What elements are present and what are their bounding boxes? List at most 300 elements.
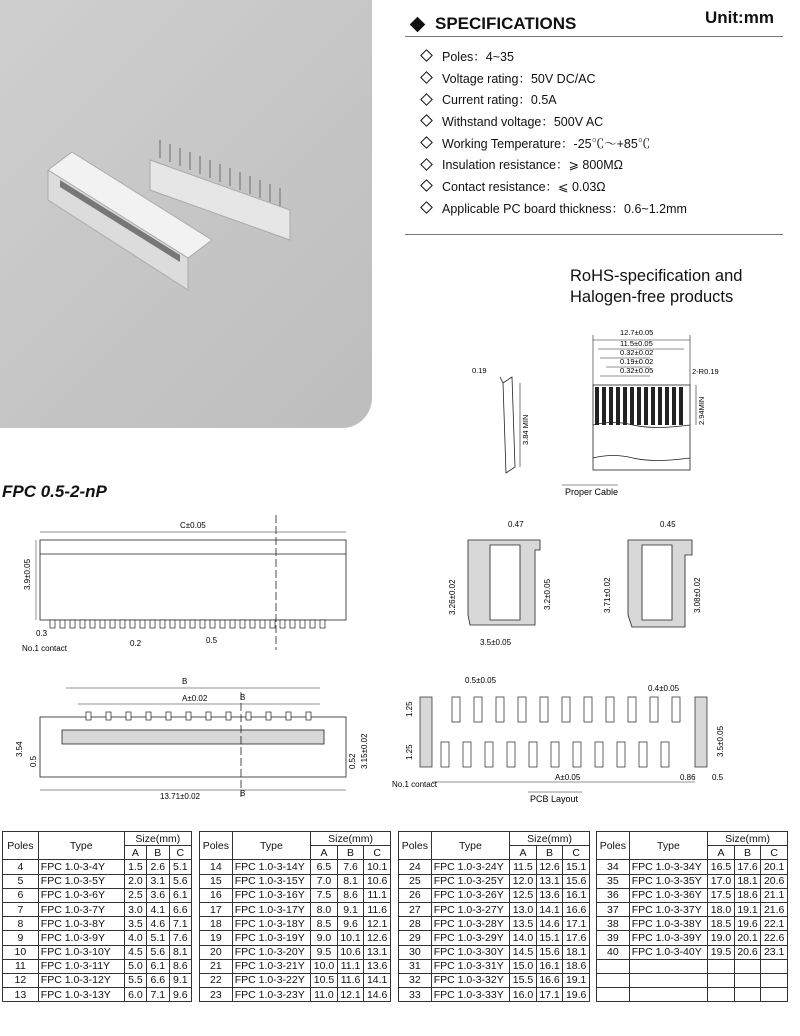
table-cell: 33 <box>399 988 432 1002</box>
table-row <box>200 931 391 945</box>
table-cell: 1.5 <box>124 860 146 874</box>
table-cell: 14.1 <box>536 902 563 916</box>
table-row <box>597 888 788 902</box>
top-dim-b-mark: B <box>240 693 246 702</box>
spec-text: Contact resistance：⩽ 0.03Ω <box>442 179 606 194</box>
table-cell: FPC 1.0-3-24Y <box>431 860 509 874</box>
table-cell: 9.1 <box>169 973 191 987</box>
table-row <box>399 860 590 874</box>
table-row <box>200 874 391 888</box>
unit-label: Unit:mm <box>705 8 774 27</box>
table-cell: 17.1 <box>536 988 563 1002</box>
pcb-dim-s1: 0.86 <box>680 773 696 782</box>
spec-text: Voltage rating：50V DC/AC <box>442 71 596 86</box>
table-cell: 19.0 <box>708 931 735 945</box>
table-cell: 5 <box>3 874 39 888</box>
table-cell: 6.5 <box>311 860 338 874</box>
table-cell <box>629 988 707 1002</box>
table-cell: 16.0 <box>510 988 537 1002</box>
table-cell: 5.6 <box>169 874 191 888</box>
table-cell: FPC 1.0-3-34Y <box>629 860 707 874</box>
section1-dim-h1: 3.26±0.02 <box>448 579 457 615</box>
table-cell: 7.1 <box>147 988 169 1002</box>
b-header: B <box>337 846 364 860</box>
table-cell: 21.1 <box>761 888 788 902</box>
spec-item <box>422 153 687 175</box>
table-cell: 12.6 <box>536 860 563 874</box>
table-cell: 12.1 <box>364 917 391 931</box>
pcb-dim-h1: 1.25 <box>405 701 414 717</box>
table-cell <box>597 988 630 1002</box>
table-cell: 12.1 <box>337 988 364 1002</box>
table-cell: 20.1 <box>734 931 761 945</box>
table-cell: 22 <box>200 973 233 987</box>
table-row <box>3 902 192 916</box>
size-table-2 <box>199 831 391 1002</box>
spec-item <box>422 67 687 89</box>
top-dim-h2: 0.5 <box>29 755 38 767</box>
c-header: C <box>364 846 391 860</box>
table-cell: FPC 1.0-3-23Y <box>232 988 310 1002</box>
table-cell: FPC 1.0-3-14Y <box>232 860 310 874</box>
table-cell: 25 <box>399 874 432 888</box>
b-header: B <box>536 846 563 860</box>
section2-dim-w: 0.45 <box>660 520 676 529</box>
table-row <box>597 860 788 874</box>
table-cell: 19.1 <box>734 902 761 916</box>
table-cell: 5.0 <box>124 959 146 973</box>
table-cell: 12 <box>3 973 39 987</box>
table-cell: 8.0 <box>311 902 338 916</box>
table-cell: 5.6 <box>147 945 169 959</box>
connector-photo-illustration <box>0 0 372 428</box>
table-cell: FPC 1.0-3-4Y <box>38 860 124 874</box>
b-header: B <box>147 846 169 860</box>
pcb-dim-pitch: 0.5±0.05 <box>465 676 497 685</box>
spec-text: Current rating：0.5A <box>442 93 557 108</box>
table-row <box>399 917 590 931</box>
table-cell: FPC 1.0-3-27Y <box>431 902 509 916</box>
a-header: A <box>124 846 146 860</box>
table-cell: 13.0 <box>510 902 537 916</box>
table-cell: 15.1 <box>563 860 590 874</box>
front-view-drawing <box>0 510 380 660</box>
table-cell: 9.1 <box>337 902 364 916</box>
table-cell: FPC 1.0-3-12Y <box>38 973 124 987</box>
type-header: Type <box>431 832 509 860</box>
table-cell <box>597 973 630 987</box>
table-cell <box>734 959 761 973</box>
section2-dim-h2: 3.08±0.02 <box>693 577 702 613</box>
table-cell: 22.6 <box>761 931 788 945</box>
b-header: B <box>734 846 761 860</box>
table-row <box>399 931 590 945</box>
diamond-outline-icon <box>420 49 433 62</box>
cable-dim-radius: 2-R0.19 <box>692 367 719 376</box>
table-cell: 20.6 <box>761 874 788 888</box>
diamond-outline-icon <box>420 180 433 193</box>
table-cell: FPC 1.0-3-30Y <box>431 945 509 959</box>
table-cell: 18.1 <box>563 945 590 959</box>
table-cell: 13.6 <box>364 959 391 973</box>
type-header: Type <box>629 832 707 860</box>
table-cell <box>629 973 707 987</box>
a-header: A <box>708 846 735 860</box>
table-cell: FPC 1.0-3-33Y <box>431 988 509 1002</box>
table-cell: 16.6 <box>536 973 563 987</box>
table-cell: 18 <box>200 917 233 931</box>
table-row <box>597 945 788 959</box>
specifications-list <box>422 45 687 219</box>
section1-dim-b: 3.5±0.05 <box>480 638 512 647</box>
table-cell: 13.5 <box>510 917 537 931</box>
table-cell: FPC 1.0-3-28Y <box>431 917 509 931</box>
table-cell: 17.5 <box>708 888 735 902</box>
table-cell: FPC 1.0-3-16Y <box>232 888 310 902</box>
diamond-outline-icon <box>420 201 433 214</box>
cable-dim-side-length: 3.84 MIN <box>521 414 530 445</box>
table-cell: 17.6 <box>734 860 761 874</box>
table-cell: 16.5 <box>708 860 735 874</box>
spec-text: Withstand voltage：500V AC <box>442 114 604 129</box>
table-cell: 32 <box>399 973 432 987</box>
cable-drawing <box>440 325 780 500</box>
table-cell: 14.5 <box>510 945 537 959</box>
table-cell: 4.6 <box>147 917 169 931</box>
table-row <box>399 973 590 987</box>
diamond-icon <box>410 16 426 32</box>
table-cell: FPC 1.0-3-15Y <box>232 874 310 888</box>
spec-item <box>422 88 687 110</box>
diamond-outline-icon <box>420 136 433 149</box>
table-row <box>200 945 391 959</box>
table-cell: 8.1 <box>337 874 364 888</box>
table-row <box>399 988 590 1002</box>
section1-dim-h2: 3.2±0.05 <box>543 578 552 610</box>
table-cell: 18.6 <box>734 888 761 902</box>
table-cell: 16.1 <box>563 888 590 902</box>
table-cell: 4.0 <box>124 931 146 945</box>
table-cell: 8 <box>3 917 39 931</box>
front-dim-c: C±0.05 <box>180 521 206 530</box>
poles-header: Poles <box>200 832 233 860</box>
table-row <box>3 988 192 1002</box>
table-cell: FPC 1.0-3-21Y <box>232 959 310 973</box>
front-dim-pitch: 0.5 <box>206 636 218 645</box>
table-cell <box>708 959 735 973</box>
table-cell: FPC 1.0-3-32Y <box>431 973 509 987</box>
spec-text: Poles：4~35 <box>442 49 514 64</box>
diamond-outline-icon <box>420 158 433 171</box>
top-dim-r2: 3.15±0.02 <box>360 733 369 769</box>
table-row <box>200 888 391 902</box>
table-cell: 7.5 <box>311 888 338 902</box>
table-cell: FPC 1.0-3-22Y <box>232 973 310 987</box>
table-cell: 9.6 <box>169 988 191 1002</box>
table-cell: FPC 1.0-3-8Y <box>38 917 124 931</box>
table-row <box>3 860 192 874</box>
spec-item <box>422 45 687 67</box>
table-row <box>399 902 590 916</box>
diamond-outline-icon <box>420 93 433 106</box>
table-cell: FPC 1.0-3-26Y <box>431 888 509 902</box>
c-header: C <box>761 846 788 860</box>
table-cell: 39 <box>597 931 630 945</box>
table-cell: 19.6 <box>734 917 761 931</box>
table-cell: 9 <box>3 931 39 945</box>
table-cell: 10.0 <box>311 959 338 973</box>
table-row <box>399 874 590 888</box>
table-cell: 26 <box>399 888 432 902</box>
table-cell: 19.6 <box>563 988 590 1002</box>
proper-cable-label: Proper Cable <box>565 487 619 497</box>
table-cell: 6.1 <box>147 959 169 973</box>
table-cell: 11 <box>3 959 39 973</box>
table-row <box>200 917 391 931</box>
top-dim-width: 13.71±0.02 <box>160 792 200 801</box>
cable-dim-thickness: 0.19 <box>472 366 487 375</box>
table-cell: 20.1 <box>761 860 788 874</box>
table-cell: 17.0 <box>708 874 735 888</box>
front-dim-height: 3.9±0.05 <box>23 558 32 590</box>
top-dim-b: B <box>182 677 188 686</box>
section1-dim-w: 0.47 <box>508 520 524 529</box>
table-cell: 19.1 <box>563 973 590 987</box>
table-cell: 5.1 <box>169 860 191 874</box>
table-cell <box>708 988 735 1002</box>
specifications-title <box>412 14 576 34</box>
table-cell: 9.5 <box>311 945 338 959</box>
table-row <box>597 973 788 987</box>
table-cell: 10.1 <box>337 931 364 945</box>
table-cell: 7.6 <box>337 860 364 874</box>
a-header: A <box>311 846 338 860</box>
pcb-dim-a: A±0.05 <box>555 773 581 782</box>
table-cell: 10 <box>3 945 39 959</box>
table-cell: 8.6 <box>169 959 191 973</box>
table-cell: 23.1 <box>761 945 788 959</box>
table-cell: 28 <box>399 917 432 931</box>
table-cell: 6.1 <box>169 888 191 902</box>
a-header: A <box>510 846 537 860</box>
table-cell: 9.6 <box>337 917 364 931</box>
table-cell: 21 <box>200 959 233 973</box>
table-cell: 3.6 <box>147 888 169 902</box>
table-header-row <box>200 832 391 846</box>
size-table-3 <box>398 831 590 1002</box>
table-cell: 34 <box>597 860 630 874</box>
table-cell: 29 <box>399 931 432 945</box>
table-cell <box>761 973 788 987</box>
table-cell: 19.5 <box>708 945 735 959</box>
table-row <box>200 988 391 1002</box>
table-cell: 20 <box>200 945 233 959</box>
poles-header: Poles <box>399 832 432 860</box>
rohs-line-1: RoHS-specification and <box>570 267 743 285</box>
table-header-row <box>3 832 192 846</box>
table-cell: 10.1 <box>364 860 391 874</box>
cable-dim-d5: 0.32±0.05 <box>620 366 654 375</box>
table-row <box>597 959 788 973</box>
table-cell: 31 <box>399 959 432 973</box>
top-dim-b-mark-bottom: B <box>240 789 246 798</box>
table-cell: 16.1 <box>536 959 563 973</box>
table-row <box>3 888 192 902</box>
table-cell: FPC 1.0-3-11Y <box>38 959 124 973</box>
table-row <box>597 988 788 1002</box>
table-cell: 11.6 <box>337 973 364 987</box>
table-cell: 14.6 <box>536 917 563 931</box>
table-row <box>3 973 192 987</box>
table-cell: 7 <box>3 902 39 916</box>
rohs-note <box>570 266 770 308</box>
spec-item <box>422 197 687 219</box>
table-cell: 3.5 <box>124 917 146 931</box>
cable-dim-d4: 0.19±0.02 <box>620 357 654 366</box>
table-cell: 11.0 <box>311 988 338 1002</box>
table-cell <box>629 959 707 973</box>
table-cell: 8.1 <box>169 945 191 959</box>
header-divider <box>405 36 783 37</box>
table-cell: 5.1 <box>147 931 169 945</box>
pcb-dim-h2: 1.25 <box>405 744 414 760</box>
poles-header: Poles <box>597 832 630 860</box>
type-header: Type <box>232 832 310 860</box>
table-cell: FPC 1.0-3-19Y <box>232 931 310 945</box>
table-cell: FPC 1.0-3-9Y <box>38 931 124 945</box>
table-cell: 19 <box>200 931 233 945</box>
table-cell: 4.5 <box>124 945 146 959</box>
table-cell: FPC 1.0-3-10Y <box>38 945 124 959</box>
table-cell: FPC 1.0-3-37Y <box>629 902 707 916</box>
front-dim-p1: 0.3 <box>36 629 48 638</box>
table-cell <box>708 973 735 987</box>
pcb-no1-contact: No.1 contact <box>392 780 437 789</box>
table-cell: 15.6 <box>563 874 590 888</box>
table-cell: 7.0 <box>311 874 338 888</box>
model-title: FPC 0.5-2-nP <box>2 482 107 501</box>
table-cell: FPC 1.0-3-5Y <box>38 874 124 888</box>
table-row <box>3 945 192 959</box>
table-cell: 8.6 <box>337 888 364 902</box>
table-cell <box>597 959 630 973</box>
table-row <box>200 959 391 973</box>
spec-text: Applicable PC board thickness：0.6~1.2mm <box>442 201 687 216</box>
table-cell: 13 <box>3 988 39 1002</box>
table-cell: 14 <box>200 860 233 874</box>
cable-dim-d3: 0.32±0.02 <box>620 348 654 357</box>
table-cell: 35 <box>597 874 630 888</box>
diamond-outline-icon <box>420 71 433 84</box>
table-cell: 10.5 <box>311 973 338 987</box>
table-cell: 16.6 <box>563 902 590 916</box>
front-dim-p2: 0.2 <box>130 639 142 648</box>
cable-dim-pitch-span: 11.5±0.05 <box>620 339 653 348</box>
table-cell: 40 <box>597 945 630 959</box>
spec-text: Working Temperature：-25℃～+85℃ <box>442 136 651 151</box>
spec-item <box>422 132 687 154</box>
size-table-1 <box>2 831 192 1002</box>
product-photo <box>0 0 372 428</box>
table-cell: 15.5 <box>510 973 537 987</box>
table-cell: 15 <box>200 874 233 888</box>
pcb-dim-h3: 3.5±0.05 <box>716 725 725 757</box>
table-cell: 14.6 <box>364 988 391 1002</box>
table-cell: 11.1 <box>337 959 364 973</box>
table-cell <box>734 988 761 1002</box>
pcb-layout-label: PCB Layout <box>530 794 579 804</box>
table-cell: 3.0 <box>124 902 146 916</box>
size-table-4 <box>596 831 788 1002</box>
table-row <box>597 917 788 931</box>
table-row <box>399 945 590 959</box>
diamond-outline-icon <box>420 115 433 128</box>
poles-header: Poles <box>3 832 39 860</box>
table-cell: 13.1 <box>364 945 391 959</box>
table-cell: FPC 1.0-3-35Y <box>629 874 707 888</box>
table-cell: 15.1 <box>536 931 563 945</box>
table-cell: FPC 1.0-3-39Y <box>629 931 707 945</box>
top-dim-a: A±0.02 <box>182 694 208 703</box>
table-cell: 36 <box>597 888 630 902</box>
table-cell: 11.6 <box>364 902 391 916</box>
table-row <box>399 888 590 902</box>
table-cell: 30 <box>399 945 432 959</box>
table-cell: 18.0 <box>708 902 735 916</box>
table-row <box>200 902 391 916</box>
size-header: Size(mm) <box>510 832 590 846</box>
table-cell: 23 <box>200 988 233 1002</box>
table-cell: 9.0 <box>311 931 338 945</box>
table-row <box>597 931 788 945</box>
table-cell: FPC 1.0-3-40Y <box>629 945 707 959</box>
c-header: C <box>169 846 191 860</box>
table-cell <box>761 959 788 973</box>
front-no1-contact: No.1 contact <box>22 644 67 653</box>
top-view-drawing <box>0 672 380 807</box>
pcb-dim-pad-width: 0.4±0.05 <box>648 684 680 693</box>
top-dim-r1: 0.52 <box>348 753 357 769</box>
cable-dim-min-length: 2.94MIN <box>697 396 706 425</box>
table-cell: 18.1 <box>734 874 761 888</box>
specifications-heading: SPECIFICATIONS <box>435 14 577 33</box>
table-cell: 22.1 <box>761 917 788 931</box>
table-row <box>200 860 391 874</box>
table-cell: 6.0 <box>124 988 146 1002</box>
table-cell: 17.6 <box>563 931 590 945</box>
table-cell: 2.6 <box>147 860 169 874</box>
table-row <box>597 902 788 916</box>
c-header: C <box>563 846 590 860</box>
table-cell: 5.5 <box>124 973 146 987</box>
table-cell: 37 <box>597 902 630 916</box>
table-cell: FPC 1.0-3-7Y <box>38 902 124 916</box>
table-cell: FPC 1.0-3-13Y <box>38 988 124 1002</box>
spec-text: Insulation resistance：⩾ 800MΩ <box>442 158 624 173</box>
table-cell: 12.0 <box>510 874 537 888</box>
table-cell: 15.6 <box>536 945 563 959</box>
table-row <box>200 973 391 987</box>
spec-item <box>422 175 687 197</box>
table-cell: FPC 1.0-3-6Y <box>38 888 124 902</box>
table-cell: 24 <box>399 860 432 874</box>
table-cell: 4.1 <box>147 902 169 916</box>
type-header: Type <box>38 832 124 860</box>
table-cell: 3.1 <box>147 874 169 888</box>
table-cell: FPC 1.0-3-29Y <box>431 931 509 945</box>
spec-item <box>422 110 687 132</box>
table-cell: FPC 1.0-3-36Y <box>629 888 707 902</box>
